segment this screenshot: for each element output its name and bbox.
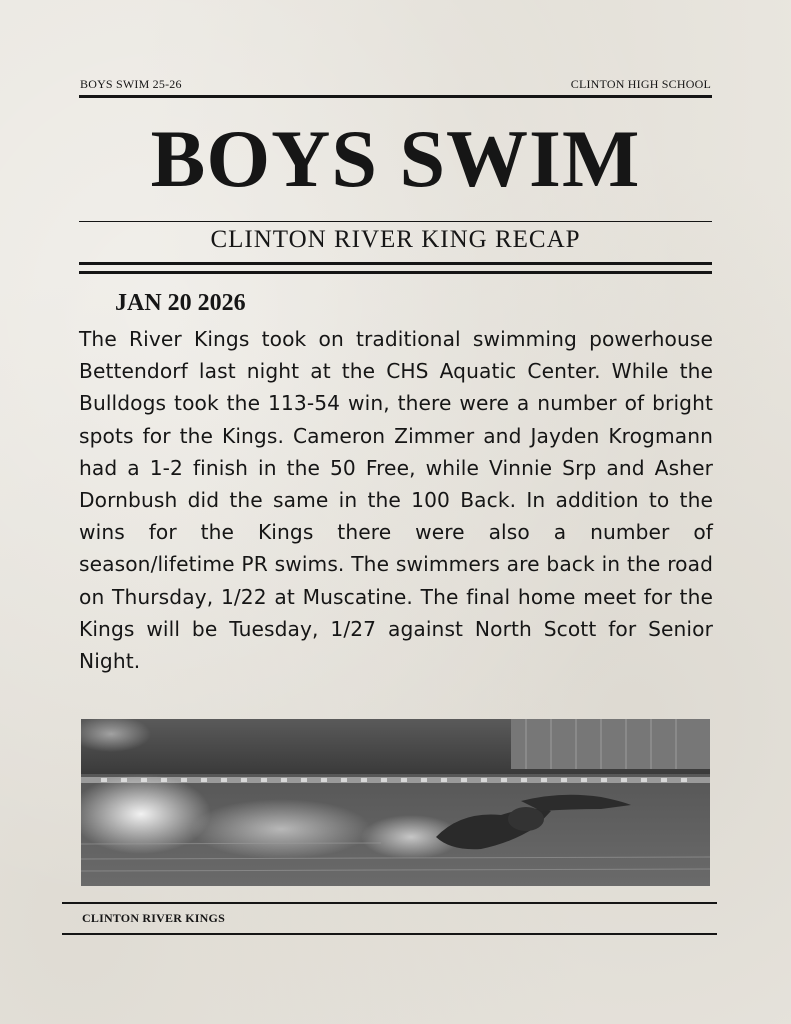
footer-rule-bottom: [62, 933, 717, 935]
article-body: The River Kings took on traditional swimming powerhouse Bettendorf last night at the CHS Aquatic Center. While the Bulldogs took the 113-54 win, there were a number of bright spots for the Kings. Cameron Zimmer and Jayden Krogmann had a 1-2 finish in the 50 Free, while Vinnie Srp and Asher Dornbush did the same in the 100 Back. In addition to the wins for the Kings there were also a number of season/lifetime PR swims. The swimmers are back in the road on Thursday, 1/22 at Muscatine. The final home meet for the Kings will be Tuesday, 1/27 against North Scott for Senior Night.: [79, 327, 713, 674]
swimmer-photo: [81, 719, 710, 886]
page-title: BOYS SWIM: [150, 113, 641, 204]
header-rule: [79, 95, 712, 98]
title-rule: [79, 221, 712, 222]
header-right-label: CLINTON HIGH SCHOOL: [570, 77, 711, 91]
header-left-label: BOYS SWIM 25-26: [80, 77, 182, 91]
article-date: JAN 20 2026: [115, 290, 246, 316]
footer-rule-top: [62, 902, 717, 904]
subtitle-rule-bottom: [79, 271, 712, 274]
footer-label: CLINTON RIVER KINGS: [82, 911, 225, 925]
subtitle-rule-top: [79, 262, 712, 265]
page-subtitle: CLINTON RIVER KING RECAP: [210, 226, 581, 253]
